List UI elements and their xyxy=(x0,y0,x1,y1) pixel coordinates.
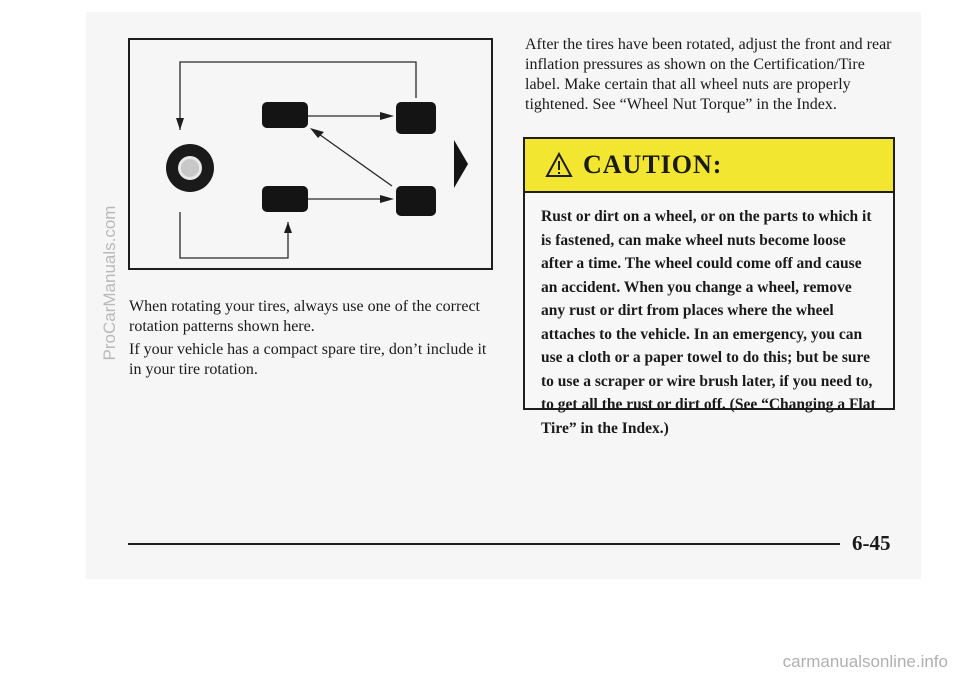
arrowhead-right-bottom xyxy=(380,195,394,203)
tire-front-left xyxy=(262,102,308,128)
tire-rear-right xyxy=(396,186,436,216)
caption-rotation-patterns: When rotating your tires, always use one of the correct rotation patterns shown here. xyxy=(129,298,480,335)
rotation-line-diagonal xyxy=(316,132,392,186)
tire-front-right xyxy=(396,102,436,134)
warning-triangle-icon xyxy=(545,152,573,178)
arrowhead-right-top xyxy=(380,112,394,120)
arrowhead-up-spare xyxy=(284,222,292,233)
spare-wheel-icon xyxy=(166,144,214,192)
caution-title: CAUTION: xyxy=(583,150,723,179)
arrowhead-down-spare xyxy=(176,118,184,130)
rotation-pattern-graphic xyxy=(130,40,491,268)
tire-rear-left xyxy=(262,186,308,212)
intro-paragraph: After the tires have been rotated, adjust the front and rear inflation pressures as shown on the Certification/Tire label. Make certain that all wheel nuts are properly tightened. See “Wheel Nut Torque” in the Index. xyxy=(525,36,892,113)
caution-body: Rust or dirt on a wheel, or on the parts to which it is fastened, can make wheel nuts become loose after a time. The wheel could come off and cause an accident. When you change a wheel, remove any rust or dirt from places where the wheel attaches to the vehicle. In an emergency, you can use a cloth or a paper towel to do this; but be sure to use a scraper or wire brush later, if you need to, to get all the rust or dirt off. (See “Changing a Flat Tire” in the Index.) xyxy=(541,208,876,437)
forward-direction-arrow xyxy=(454,140,468,188)
caution-header xyxy=(525,139,893,193)
caption-compact-spare: If your vehicle has a compact spare tire, don’t include it in your tire rotation. xyxy=(129,341,487,378)
spare-rotation-line-bottom xyxy=(180,212,288,258)
page-number: 6-45 xyxy=(852,531,891,555)
tire-rotation-diagram xyxy=(128,38,493,270)
caution-box xyxy=(523,137,895,437)
footer-rule xyxy=(128,543,840,545)
site-watermark: carmanualsonline.info xyxy=(782,652,948,671)
side-watermark: ProCarManuals.com xyxy=(100,205,119,361)
